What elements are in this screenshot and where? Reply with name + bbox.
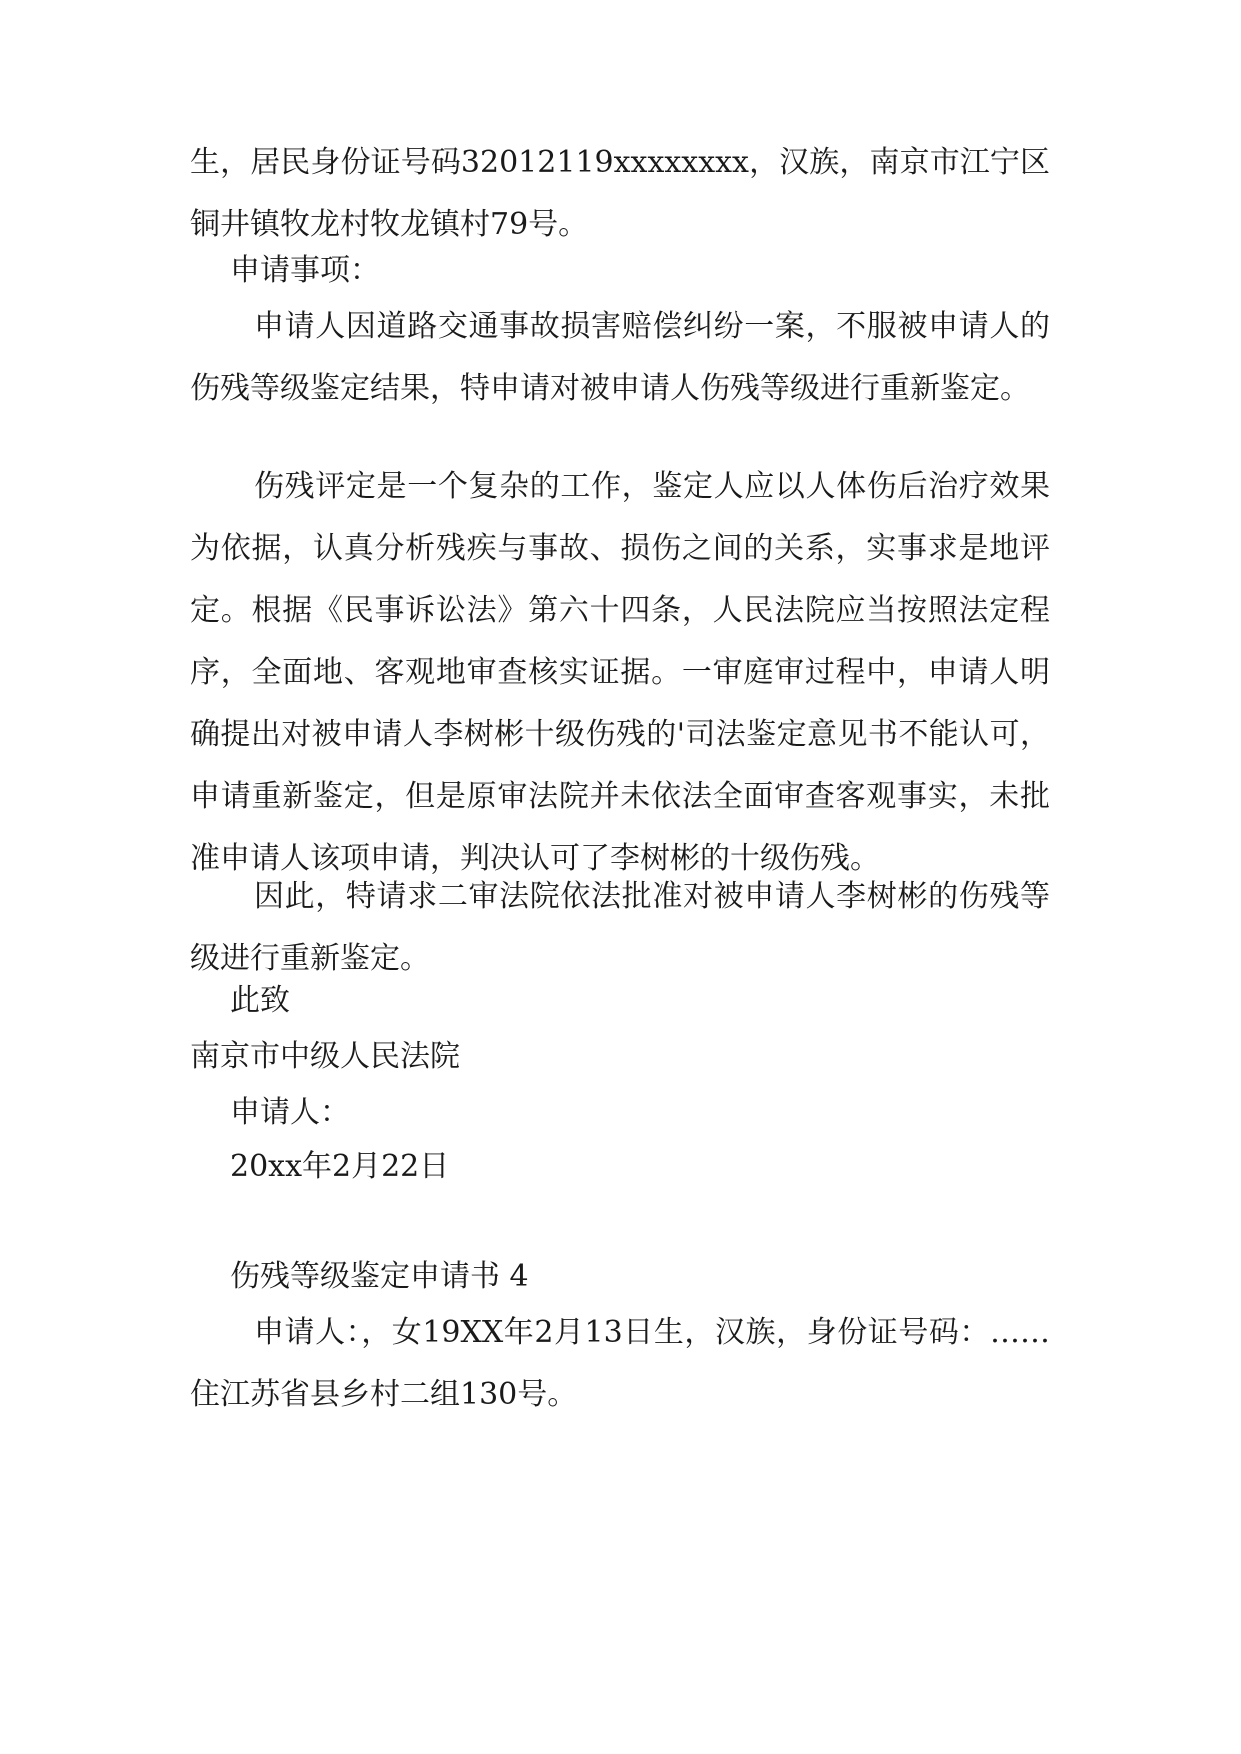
conclusion-paragraph: 因此，特请求二审法院依法批准对被申请人李树彬的伤残等级进行重新鉴定。	[190, 879, 1050, 976]
document-date: 20xx年2月22日	[230, 1149, 450, 1184]
next-document-title: 伤残等级鉴定申请书 4	[230, 1259, 529, 1294]
section-heading: 申请事项：	[230, 253, 380, 288]
next-applicant-paragraph: 申请人：，女19XX年2月13日生，汉族，身份证号码：……住江苏省县乡村二组130号。	[190, 1315, 1050, 1412]
applicant-info-continuation: 生，居民身份证号码32012119xxxxxxxx，汉族，南京市江宁区铜井镇牧龙村牧龙镇村79号。	[190, 145, 1050, 242]
addressee: 南京市中级人民法院	[190, 1039, 460, 1074]
request-paragraph: 申请人因道路交通事故损害赔偿纠纷一案，不服被申请人的伤残等级鉴定结果，特申请对被申请人伤残等级进行重新鉴定。	[190, 309, 1050, 406]
applicant-signature-label: 申请人：	[230, 1095, 350, 1130]
reason-paragraph: 伤残评定是一个复杂的工作，鉴定人应以人体伤后治疗效果为依据，认真分析残疾与事故、损伤之间的关系，实事求是地评定。根据《民事诉讼法》第六十四条，人民法院应当按照法定程序，全面地、客观地审查核实证据。一审庭审过程中，申请人明确提出对被申请人李树彬十级伤残的'司法鉴定意见书不能认可，申请重新鉴定，但是原审法院并未依法全面审查客观事实，未批准申请人该项申请，判决认可了李树彬的十级伤残。	[190, 469, 1050, 876]
salutation: 此致	[230, 983, 290, 1018]
